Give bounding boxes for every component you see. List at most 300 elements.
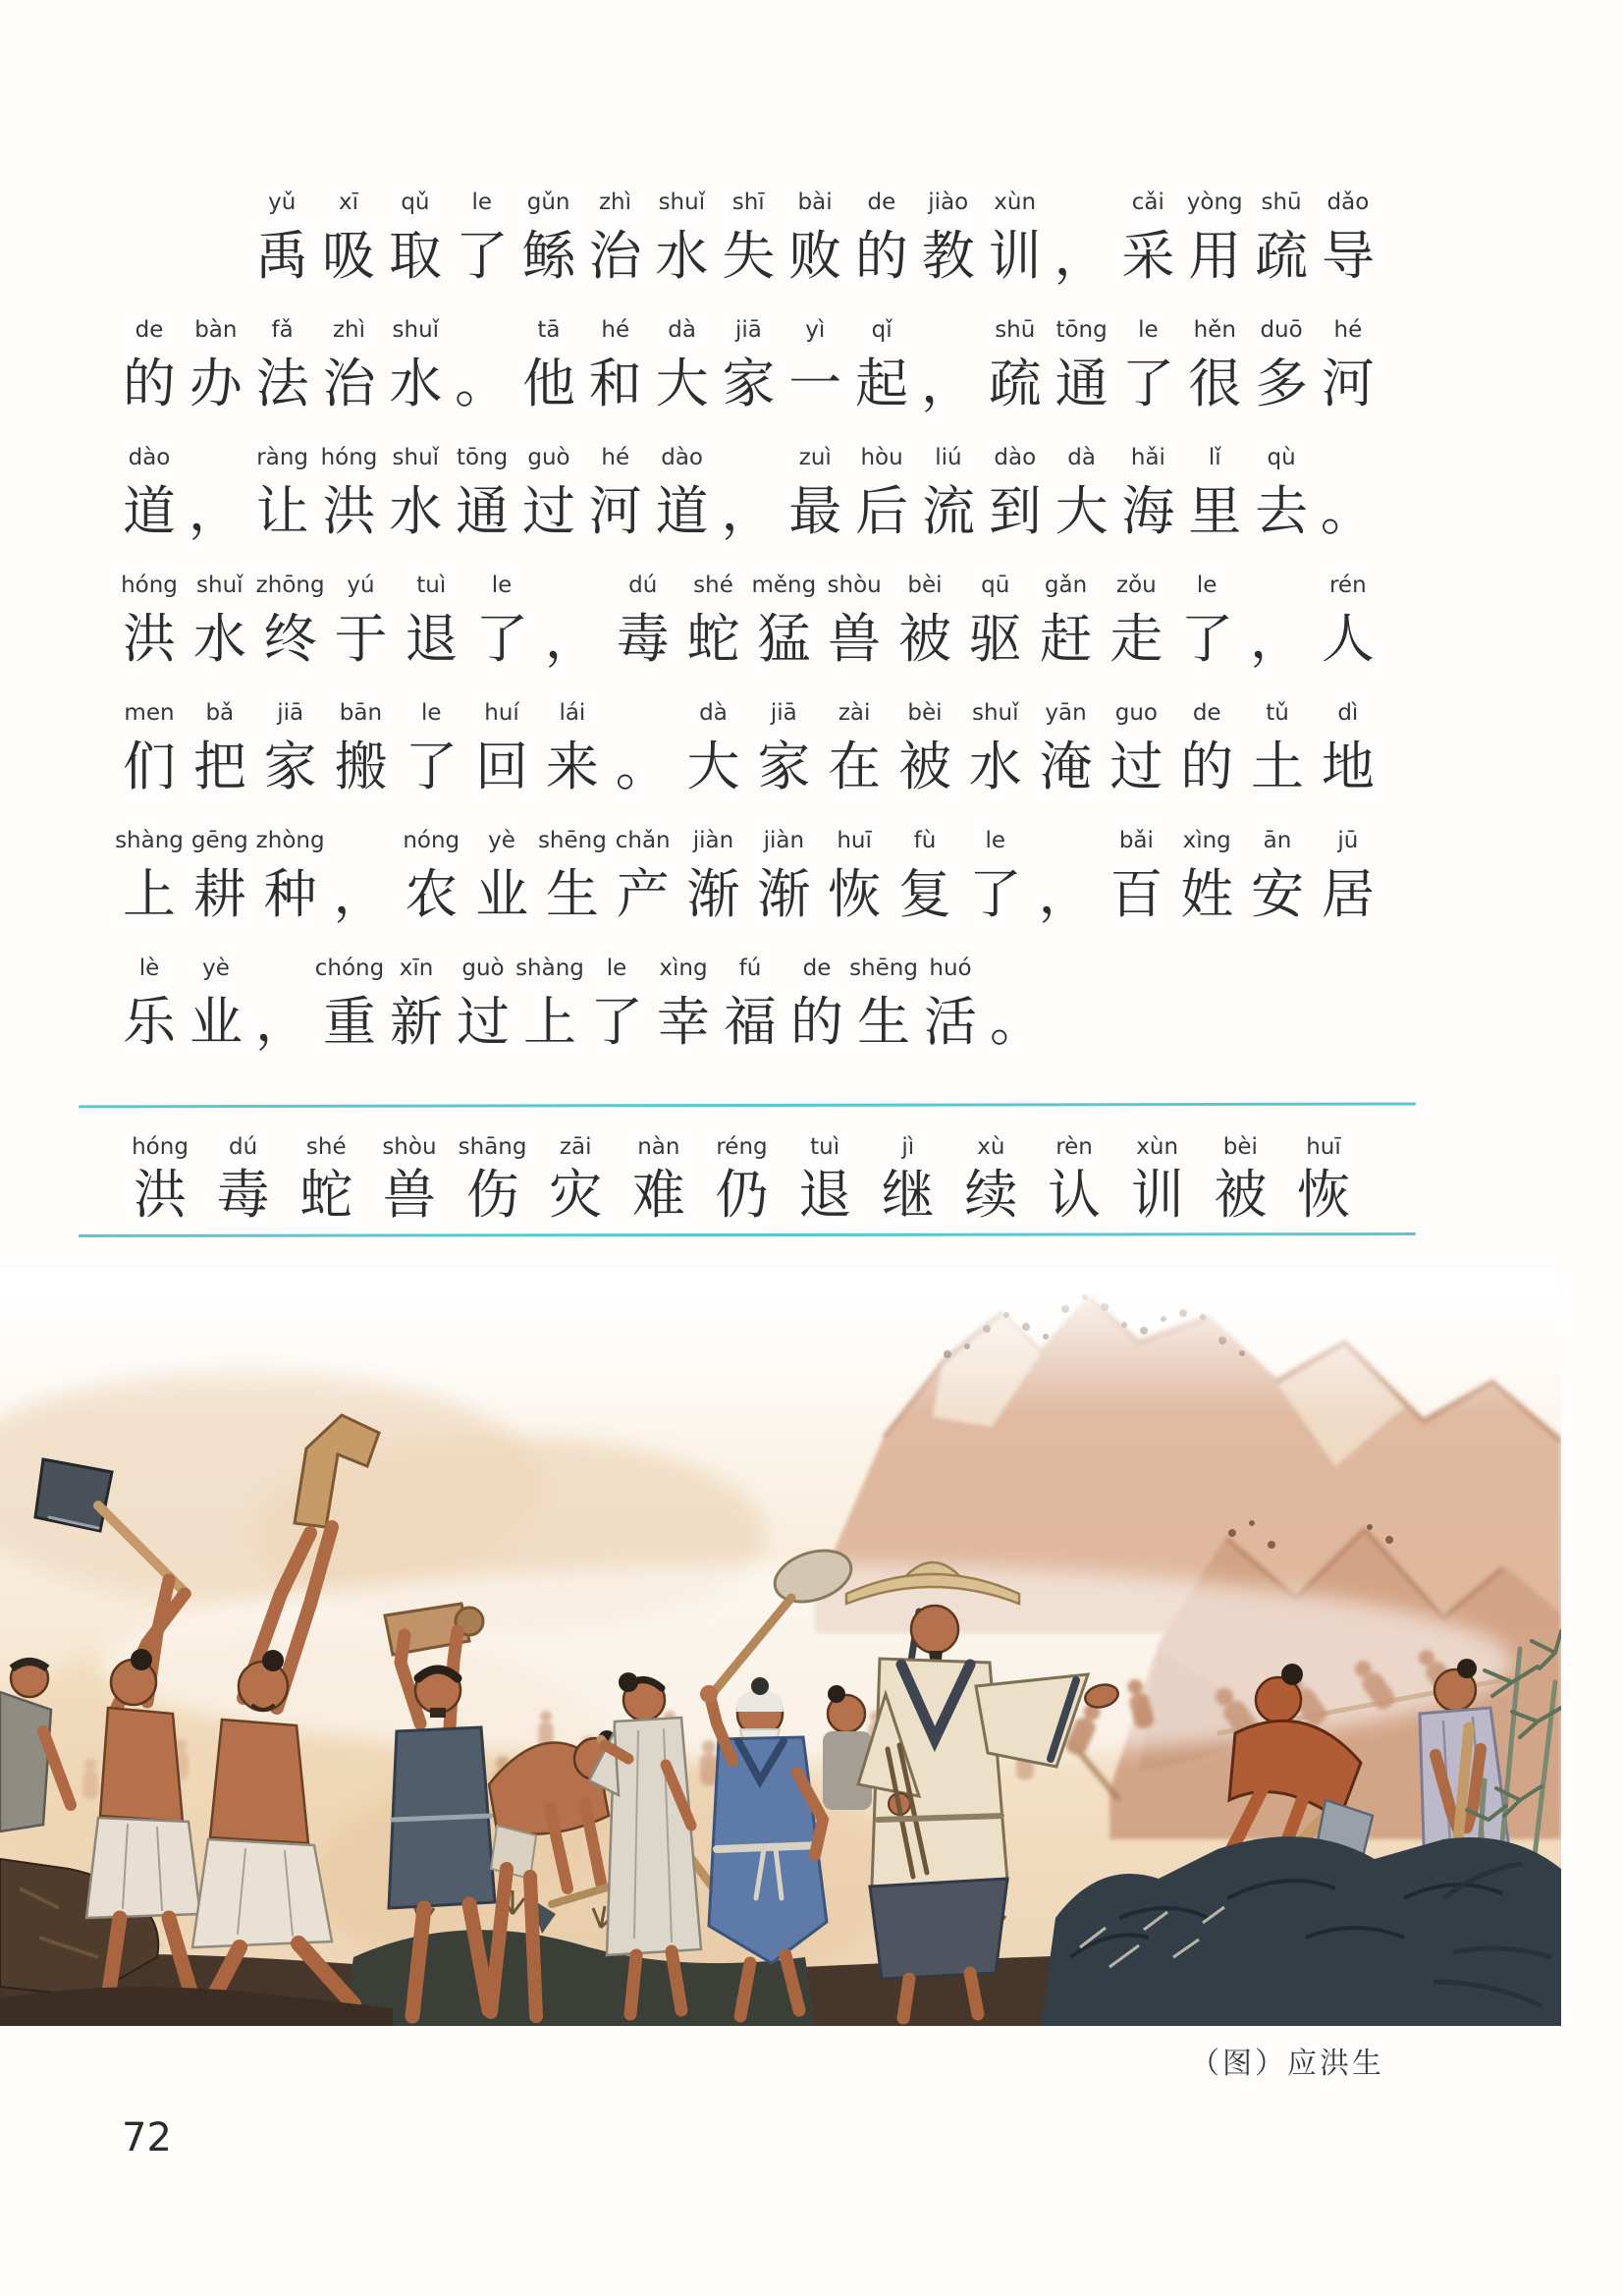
hanzi-char: 过 xyxy=(521,480,575,542)
pinyin-syllable: zhōng xyxy=(255,573,325,598)
pinyin-syllable: shàng xyxy=(115,828,184,853)
hanzi-char: 了 xyxy=(590,991,643,1053)
char-unit xyxy=(1051,440,1113,554)
punctuation: ， xyxy=(1250,608,1303,670)
char-unit xyxy=(752,695,815,809)
pinyin-syllable: le xyxy=(1196,573,1217,598)
pinyin-syllable: yè xyxy=(202,956,230,981)
char-unit xyxy=(118,440,181,554)
hanzi-char: 被 xyxy=(897,736,951,797)
char-unit xyxy=(298,1129,353,1230)
hanzi-char: 用 xyxy=(1188,225,1242,287)
char-unit xyxy=(1250,312,1313,426)
punctuation: 。 xyxy=(615,736,669,797)
hanzi-char: 到 xyxy=(988,480,1042,542)
char-unit xyxy=(329,823,392,937)
hanzi-char: 生 xyxy=(545,863,599,925)
char-unit xyxy=(1317,823,1380,937)
hanzi-char: 训 xyxy=(988,225,1042,287)
pinyin-syllable: bǎ xyxy=(205,700,235,726)
hanzi-char: 过 xyxy=(1109,736,1163,797)
hanzi-char: 训 xyxy=(1130,1164,1184,1226)
text-line xyxy=(118,568,1380,682)
char-unit xyxy=(133,1129,188,1230)
char-unit xyxy=(881,1129,936,1230)
pinyin-syllable: xù xyxy=(977,1134,1005,1160)
hanzi-char: 认 xyxy=(1048,1164,1102,1226)
hanzi-char: 治 xyxy=(322,353,376,414)
punctuation: 。 xyxy=(1320,480,1374,542)
hanzi-char: 于 xyxy=(334,608,388,670)
char-unit xyxy=(784,440,846,554)
hanzi-char: 法 xyxy=(255,353,309,414)
hanzi-char: 办 xyxy=(189,353,243,414)
char-unit xyxy=(717,185,780,299)
text-line xyxy=(118,695,1380,809)
pinyin-syllable: tuì xyxy=(416,573,447,598)
pinyin-syllable: zhòng xyxy=(255,828,325,853)
punctuation: 。 xyxy=(990,991,1043,1053)
char-unit xyxy=(584,440,647,554)
char-unit xyxy=(963,1129,1018,1230)
hanzi-char: 百 xyxy=(1109,863,1163,925)
pinyin-syllable: le xyxy=(471,190,493,215)
pinyin-syllable: bàn xyxy=(194,317,238,343)
hanzi-char: 了 xyxy=(1180,608,1234,670)
hanzi-char: 多 xyxy=(1255,353,1309,414)
hanzi-char: 淹 xyxy=(1039,736,1093,797)
hanzi-char: 安 xyxy=(1251,863,1304,925)
hanzi-char: 最 xyxy=(788,480,842,542)
illustration-flood-control-painting xyxy=(0,1270,1561,2026)
char-unit xyxy=(797,1129,852,1230)
char-unit xyxy=(451,185,514,299)
pinyin-syllable: fú xyxy=(738,956,762,981)
pinyin-syllable: zǒu xyxy=(1116,573,1157,598)
hanzi-char: 乐 xyxy=(123,991,176,1053)
pinyin-syllable: shī xyxy=(731,190,765,215)
punctuation: ， xyxy=(1038,863,1092,925)
pinyin-syllable: gǎn xyxy=(1044,573,1088,598)
pinyin-syllable: jiā xyxy=(735,317,762,343)
hanzi-char: 家 xyxy=(757,736,811,797)
hanzi-char: 通 xyxy=(456,480,510,542)
punctuation: ， xyxy=(188,480,242,542)
pinyin-syllable: shòu xyxy=(827,573,882,598)
pinyin-syllable: jiào xyxy=(928,190,969,215)
pinyin-syllable: lái xyxy=(559,700,586,726)
hanzi-char: 毒 xyxy=(216,1164,270,1226)
char-unit xyxy=(189,695,251,809)
pinyin-syllable: shū xyxy=(1261,190,1302,215)
pinyin-syllable: shēng xyxy=(537,828,607,853)
pinyin-syllable: qù xyxy=(1267,445,1296,470)
pinyin-syllable: yì xyxy=(805,317,826,343)
hanzi-char: 重 xyxy=(323,991,376,1053)
pinyin-syllable: bèi xyxy=(907,700,943,726)
pinyin-syllable: shuǐ xyxy=(196,573,243,598)
char-unit xyxy=(1116,185,1179,299)
hanzi-char: 水 xyxy=(655,225,709,287)
hanzi-char: 上 xyxy=(523,991,576,1053)
hanzi-char: 被 xyxy=(897,608,951,670)
pinyin-syllable: shuǐ xyxy=(658,190,706,215)
pinyin-syllable: chóng xyxy=(314,956,385,981)
hanzi-char: 产 xyxy=(616,863,670,925)
hanzi-char: 的 xyxy=(854,225,908,287)
char-unit xyxy=(919,951,982,1065)
hanzi-char: 吸 xyxy=(322,225,376,287)
char-unit xyxy=(329,568,392,682)
pinyin-syllable: hóng xyxy=(320,445,378,470)
pinyin-syllable: bài xyxy=(797,190,833,215)
pinyin-syllable: dào xyxy=(128,445,171,470)
char-unit xyxy=(917,440,980,554)
flood-control-painting xyxy=(0,1270,1561,2026)
pinyin-syllable: jiàn xyxy=(692,828,734,853)
char-unit xyxy=(255,823,325,937)
char-unit xyxy=(541,568,604,682)
char-unit xyxy=(470,568,533,682)
char-unit xyxy=(651,312,714,426)
char-unit xyxy=(682,568,745,682)
hanzi-char: 道 xyxy=(123,480,176,542)
hanzi-char: 新 xyxy=(390,991,443,1053)
pinyin-syllable: měng xyxy=(751,573,817,598)
pinyin-syllable: le xyxy=(420,700,442,726)
hanzi-char: 被 xyxy=(1214,1164,1268,1226)
char-unit xyxy=(1183,312,1246,426)
pinyin-syllable: zài xyxy=(838,700,871,726)
char-unit xyxy=(470,823,533,937)
hanzi-char: 搬 xyxy=(334,736,388,797)
pinyin-syllable: nàn xyxy=(637,1134,680,1160)
pinyin-syllable: tōng xyxy=(457,445,509,470)
hanzi-char: 渐 xyxy=(686,863,740,925)
pinyin-syllable: xìng xyxy=(1182,828,1231,853)
hanzi-char: 猛 xyxy=(757,608,811,670)
char-unit xyxy=(185,440,247,554)
char-unit xyxy=(382,1129,437,1230)
char-unit xyxy=(785,951,848,1065)
hanzi-char: 治 xyxy=(588,225,642,287)
char-unit xyxy=(451,440,514,554)
char-unit xyxy=(251,951,314,1065)
hanzi-char: 赶 xyxy=(1039,608,1093,670)
hanzi-char: 疏 xyxy=(1255,225,1309,287)
pinyin-syllable: yǔ xyxy=(268,190,297,215)
pinyin-syllable: jiā xyxy=(277,700,304,726)
char-unit xyxy=(118,951,181,1065)
punctuation: ， xyxy=(920,353,974,414)
pinyin-syllable: huí xyxy=(484,700,519,726)
hanzi-char: 活 xyxy=(924,991,977,1053)
pinyin-syllable: bǎi xyxy=(1118,828,1154,853)
pinyin-syllable: bān xyxy=(339,700,383,726)
hanzi-char: 退 xyxy=(798,1164,852,1226)
hanzi-char: 去 xyxy=(1255,480,1309,542)
pinyin-syllable: huī xyxy=(1306,1134,1341,1160)
char-unit xyxy=(185,312,247,426)
pinyin-syllable: rén xyxy=(1328,573,1367,598)
char-unit xyxy=(583,185,646,299)
pinyin-syllable: de xyxy=(867,190,896,215)
char-unit xyxy=(651,440,714,554)
pinyin-syllable: rèn xyxy=(1055,1134,1093,1160)
char-unit xyxy=(1035,568,1098,682)
pinyin-syllable: chǎn xyxy=(615,828,671,853)
vocab-rule-bottom xyxy=(79,1232,1416,1237)
pinyin-syllable: hé xyxy=(601,445,630,470)
hanzi-char: 了 xyxy=(455,225,509,287)
char-unit xyxy=(650,185,713,299)
pinyin-syllable: shuǐ xyxy=(392,317,440,343)
pinyin-syllable: hé xyxy=(1333,317,1363,343)
char-unit xyxy=(115,823,184,937)
pinyin-syllable: gēng xyxy=(190,828,248,853)
pinyin-syllable: yè xyxy=(488,828,515,853)
pinyin-syllable: dà xyxy=(668,317,696,343)
char-unit xyxy=(1250,440,1313,554)
hanzi-char: 业 xyxy=(475,863,529,925)
char-unit xyxy=(1246,695,1309,809)
hanzi-char: 流 xyxy=(921,480,975,542)
hanzi-char: 难 xyxy=(631,1164,685,1226)
char-unit xyxy=(1105,568,1167,682)
pinyin-syllable: lǐ xyxy=(1208,445,1221,470)
char-unit xyxy=(682,823,745,937)
char-unit xyxy=(1035,823,1098,937)
hanzi-char: 农 xyxy=(405,863,459,925)
hanzi-char: 种 xyxy=(263,863,317,925)
hanzi-char: 上 xyxy=(123,863,176,925)
hanzi-char: 来 xyxy=(545,736,599,797)
hanzi-char: 人 xyxy=(1321,608,1375,670)
pinyin-syllable: shēng xyxy=(849,956,918,981)
char-unit xyxy=(1183,185,1246,299)
char-unit xyxy=(612,695,675,809)
pinyin-syllable: hé xyxy=(601,317,630,343)
char-unit xyxy=(118,568,181,682)
hanzi-char: 了 xyxy=(405,736,459,797)
hanzi-char: 河 xyxy=(588,480,642,542)
hanzi-char: 里 xyxy=(1188,480,1242,542)
char-unit xyxy=(917,312,980,426)
char-unit xyxy=(986,951,1049,1065)
char-unit xyxy=(850,312,913,426)
char-unit xyxy=(1250,185,1313,299)
hanzi-char: 采 xyxy=(1121,225,1175,287)
hanzi-char: 土 xyxy=(1251,736,1304,797)
vocab-row xyxy=(133,1129,1351,1230)
char-unit xyxy=(517,440,580,554)
hanzi-char: 后 xyxy=(855,480,909,542)
pinyin-syllable: men xyxy=(124,700,175,726)
hanzi-char: 通 xyxy=(1055,353,1109,414)
hanzi-char: 耕 xyxy=(192,863,246,925)
hanzi-char: 复 xyxy=(897,863,951,925)
char-unit xyxy=(584,312,647,426)
hanzi-char: 家 xyxy=(722,353,776,414)
hanzi-char: 了 xyxy=(475,608,529,670)
hanzi-char: 水 xyxy=(389,480,443,542)
hanzi-char: 把 xyxy=(192,736,246,797)
pinyin-syllable: duō xyxy=(1260,317,1303,343)
char-unit xyxy=(384,185,447,299)
char-unit xyxy=(1175,568,1238,682)
pinyin-syllable: shé xyxy=(693,573,733,598)
text-line xyxy=(118,185,1380,299)
char-unit xyxy=(400,823,462,937)
pinyin-syllable: gǔn xyxy=(526,190,570,215)
hanzi-char: 和 xyxy=(588,353,642,414)
pinyin-syllable: shuǐ xyxy=(971,700,1019,726)
hanzi-char: 很 xyxy=(1188,353,1242,414)
char-unit xyxy=(517,185,580,299)
pinyin-syllable: xìng xyxy=(659,956,708,981)
char-unit xyxy=(823,695,886,809)
pinyin-syllable: yòng xyxy=(1186,190,1243,215)
hanzi-char: 生 xyxy=(857,991,910,1053)
hanzi-char: 兽 xyxy=(828,608,882,670)
pinyin-syllable: réng xyxy=(716,1134,768,1160)
char-unit xyxy=(259,695,322,809)
char-unit xyxy=(1317,568,1380,682)
hanzi-char: 的 xyxy=(1180,736,1234,797)
hanzi-char: 姓 xyxy=(1180,863,1234,925)
hanzi-char: 失 xyxy=(722,225,776,287)
hanzi-char: 业 xyxy=(189,991,243,1053)
pinyin-syllable: le xyxy=(1138,317,1159,343)
char-unit xyxy=(458,1129,527,1230)
hanzi-char: 回 xyxy=(475,736,529,797)
hanzi-char: 兽 xyxy=(382,1164,436,1226)
pinyin-syllable: huī xyxy=(837,828,872,853)
char-unit xyxy=(585,951,648,1065)
hanzi-char: 在 xyxy=(828,736,882,797)
char-unit xyxy=(849,951,918,1065)
pinyin-syllable: hóng xyxy=(132,1134,189,1160)
pinyin-syllable: shuǐ xyxy=(392,445,440,470)
pinyin-syllable: de xyxy=(135,317,164,343)
pinyin-syllable: zuì xyxy=(798,445,832,470)
char-unit xyxy=(1105,695,1167,809)
char-unit xyxy=(652,951,715,1065)
hanzi-char: 教 xyxy=(921,225,975,287)
pinyin-syllable: jì xyxy=(901,1134,915,1160)
hanzi-char: 败 xyxy=(788,225,842,287)
pinyin-syllable: hóng xyxy=(121,573,178,598)
pinyin-syllable: xīn xyxy=(399,956,434,981)
pinyin-syllable: le xyxy=(985,828,1006,853)
hanzi-char: 恢 xyxy=(828,863,882,925)
hanzi-char: 蛇 xyxy=(299,1164,353,1226)
char-unit xyxy=(251,440,314,554)
char-unit xyxy=(850,440,913,554)
pinyin-syllable: fǎ xyxy=(271,317,294,343)
char-unit xyxy=(752,568,815,682)
pinyin-syllable: jiàn xyxy=(763,828,805,853)
char-unit xyxy=(964,568,1027,682)
char-unit xyxy=(384,312,447,426)
hanzi-char: 一 xyxy=(788,353,842,414)
pinyin-syllable: bèi xyxy=(907,573,943,598)
hanzi-char: 幸 xyxy=(657,991,710,1053)
pinyin-syllable: jiā xyxy=(770,700,797,726)
hanzi-char: 终 xyxy=(263,608,317,670)
hanzi-char: 恢 xyxy=(1296,1164,1350,1226)
pinyin-syllable: yān xyxy=(1045,700,1087,726)
pinyin-syllable: dào xyxy=(661,445,703,470)
char-unit xyxy=(314,951,385,1065)
hanzi-char: 洪 xyxy=(123,608,176,670)
char-unit xyxy=(893,695,956,809)
pinyin-syllable: xùn xyxy=(994,190,1037,215)
char-unit xyxy=(537,823,607,937)
char-unit xyxy=(541,695,604,809)
char-unit xyxy=(400,695,462,809)
hanzi-char: 毒 xyxy=(616,608,670,670)
pinyin-syllable: dì xyxy=(1337,700,1359,726)
pinyin-syllable: liú xyxy=(935,445,962,470)
pinyin-syllable: dào xyxy=(994,445,1037,470)
text-line xyxy=(118,951,1380,1065)
char-unit xyxy=(612,823,675,937)
hanzi-char: 让 xyxy=(255,480,309,542)
pinyin-syllable: shàng xyxy=(515,956,584,981)
hanzi-char: 们 xyxy=(123,736,176,797)
pinyin-syllable: dú xyxy=(628,573,658,598)
pinyin-syllable: jū xyxy=(1337,828,1359,853)
char-unit xyxy=(1130,1129,1185,1230)
char-unit xyxy=(452,951,514,1065)
char-unit xyxy=(612,568,675,682)
pinyin-syllable: hòu xyxy=(860,445,903,470)
pinyin-syllable: xī xyxy=(339,190,359,215)
pinyin-syllable: dà xyxy=(699,700,728,726)
hanzi-char: 导 xyxy=(1321,225,1375,287)
char-unit xyxy=(631,1129,686,1230)
hanzi-char: 起 xyxy=(855,353,909,414)
char-unit xyxy=(384,440,447,554)
hanzi-char: 水 xyxy=(192,608,246,670)
char-unit xyxy=(1047,1129,1102,1230)
illustration-credit: （图）应洪生 xyxy=(1190,2047,1384,2081)
char-unit xyxy=(752,823,815,937)
pinyin-syllable: shāng xyxy=(458,1134,527,1160)
pinyin-syllable: shòu xyxy=(382,1134,437,1160)
pinyin-syllable: qǔ xyxy=(401,190,430,215)
pinyin-syllable: ràng xyxy=(256,445,309,470)
pinyin-syllable: tǔ xyxy=(1266,700,1289,726)
hanzi-char: 退 xyxy=(405,608,459,670)
char-unit xyxy=(189,568,251,682)
pinyin-syllable: dà xyxy=(1067,445,1096,470)
hanzi-char: 水 xyxy=(968,736,1022,797)
pinyin-syllable: zāi xyxy=(559,1134,592,1160)
hanzi-char: 居 xyxy=(1321,863,1375,925)
char-unit xyxy=(682,695,745,809)
char-unit xyxy=(850,185,913,299)
hanzi-char: 仍 xyxy=(715,1164,769,1226)
char-unit xyxy=(400,568,462,682)
char-unit xyxy=(964,823,1027,937)
char-unit xyxy=(251,312,314,426)
hanzi-char: 鲧 xyxy=(521,225,575,287)
char-unit xyxy=(964,695,1027,809)
hanzi-char: 地 xyxy=(1321,736,1375,797)
char-unit xyxy=(250,185,313,299)
